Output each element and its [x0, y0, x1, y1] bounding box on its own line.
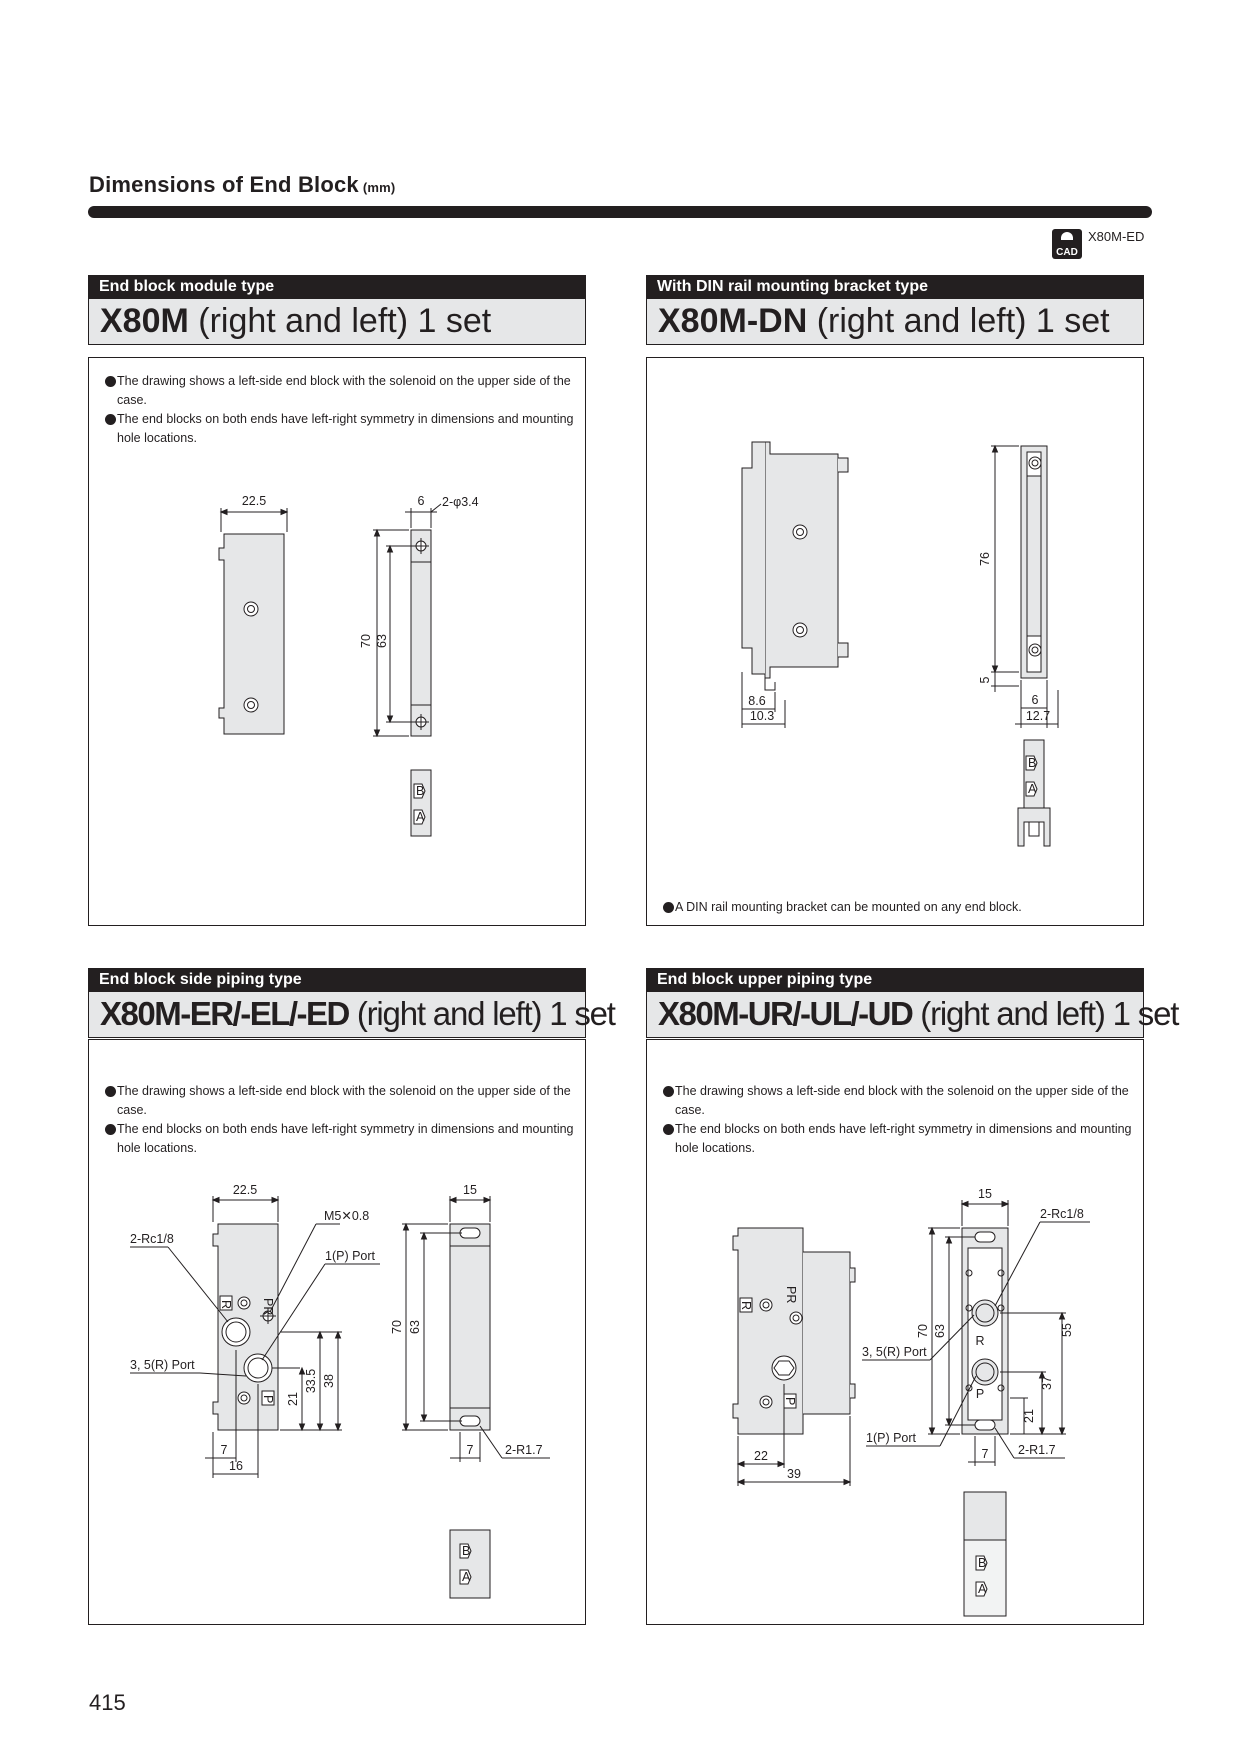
mark-pr: PR — [261, 1298, 275, 1316]
dim-height: 76 — [978, 552, 992, 566]
model-code: X80M-DN — [658, 302, 808, 340]
note-text: The end blocks on both ends have left-right symmetry in dimensions and mounting hole locations. — [675, 1122, 1132, 1155]
mark-pr: PR — [784, 1286, 798, 1304]
dim-width: 22.5 — [241, 494, 267, 508]
mark-b: B — [978, 1556, 987, 1570]
mark-b: B — [462, 1544, 471, 1558]
page-number: 415 — [89, 1690, 126, 1715]
dim-width: 22.5 — [232, 1183, 258, 1197]
note-text: The drawing shows a left-side end block with the solenoid on the upper side of the case. — [117, 1084, 571, 1117]
type-bar: End block side piping type — [88, 968, 586, 992]
mark-r: R — [219, 1300, 233, 1310]
label-port-p: 1(P) Port — [866, 1431, 917, 1445]
dim-22: 22 — [754, 1449, 768, 1463]
label-port-p: 1(P) Port — [325, 1249, 376, 1263]
mark-b: B — [1028, 756, 1037, 770]
note-text: The end blocks on both ends have left-right symmetry in dimensions and mounting hole locations. — [117, 412, 574, 445]
dim-top-width: 15 — [978, 1187, 992, 1201]
dim-55: 55 — [1060, 1323, 1074, 1337]
dim-33-5: 33.5 — [304, 1368, 318, 1394]
note-text: A DIN rail mounting bracket can be mounted on any end block. — [675, 900, 1022, 914]
unit-label: (mm) — [362, 180, 396, 195]
dim-thread: M5✕0.8 — [324, 1209, 370, 1223]
mark-r-side: R — [975, 1334, 985, 1348]
model-suffix: (right and left) 1 set — [912, 995, 1179, 1032]
dim-height: 70 — [390, 1320, 404, 1334]
dim-side-width: 15 — [463, 1183, 477, 1197]
dim-21: 21 — [1022, 1409, 1036, 1423]
label-port-rc: 2-Rc1/8 — [130, 1232, 174, 1246]
mark-r: R — [739, 1301, 753, 1311]
type-bar: With DIN rail mounting bracket type — [646, 275, 1144, 299]
model-code: X80M-ER/-EL/-ED — [100, 995, 349, 1032]
cad-model-label: X80M-ED — [1088, 229, 1145, 244]
note-text: The drawing shows a left-side end block with the solenoid on the upper side of the case. — [117, 374, 571, 407]
mark-a: A — [416, 810, 425, 824]
mark-p-side: P — [975, 1387, 985, 1401]
dim-thickness: 6 — [1031, 693, 1039, 707]
mark-p: P — [783, 1397, 797, 1406]
dim-slot: 2-R1.7 — [1018, 1443, 1056, 1457]
dim-foot: 5 — [978, 676, 992, 684]
mark-a: A — [1028, 782, 1037, 796]
page-title-text: Dimensions of End Block — [89, 172, 359, 197]
dim-thickness: 6 — [417, 494, 425, 508]
dim-slot: 2-R1.7 — [505, 1443, 543, 1457]
note-text: The drawing shows a left-side end block with the solenoid on the upper side of the case. — [675, 1084, 1129, 1117]
dim-holes: 2-φ3.4 — [442, 495, 479, 509]
dim-width: 12.7 — [1025, 709, 1051, 723]
dim-37: 37 — [1040, 1376, 1054, 1390]
dim-pitch: 63 — [375, 634, 389, 648]
label-port-r: 3, 5(R) Port — [130, 1358, 195, 1372]
dim-16: 16 — [229, 1459, 243, 1473]
cad-badge-text: CAD — [1056, 247, 1078, 258]
dim-height: 70 — [359, 634, 373, 648]
model-suffix: (right and left) 1 set — [348, 995, 615, 1032]
dim-side-7: 7 — [466, 1443, 474, 1457]
model-suffix: (right and left) 1 set — [188, 302, 492, 340]
dim-offset-a: 8.6 — [748, 694, 766, 708]
dim-7: 7 — [220, 1443, 228, 1457]
mark-p: P — [261, 1395, 275, 1404]
dim-offset-b: 10.3 — [749, 709, 775, 723]
dim-7: 7 — [981, 1447, 989, 1461]
note-text: The end blocks on both ends have left-right symmetry in dimensions and mounting hole locations. — [117, 1122, 574, 1155]
mark-a: A — [462, 1570, 471, 1584]
dim-pitch: 63 — [933, 1324, 947, 1338]
model-code: X80M — [100, 302, 189, 340]
type-bar: End block module type — [88, 275, 586, 299]
mark-a: A — [978, 1582, 987, 1596]
dim-39: 39 — [787, 1467, 801, 1481]
dim-pitch: 63 — [408, 1320, 422, 1334]
model-suffix: (right and left) 1 set — [807, 302, 1110, 340]
dim-21: 21 — [286, 1392, 300, 1406]
type-bar: End block upper piping type — [646, 968, 1144, 992]
mark-b: B — [416, 784, 425, 798]
dim-38: 38 — [322, 1374, 336, 1388]
dim-height: 70 — [916, 1324, 930, 1338]
label-port-rc: 2-Rc1/8 — [1040, 1207, 1084, 1221]
model-code: X80M-UR/-UL/-UD — [658, 995, 913, 1032]
label-port-r: 3, 5(R) Port — [862, 1345, 927, 1359]
